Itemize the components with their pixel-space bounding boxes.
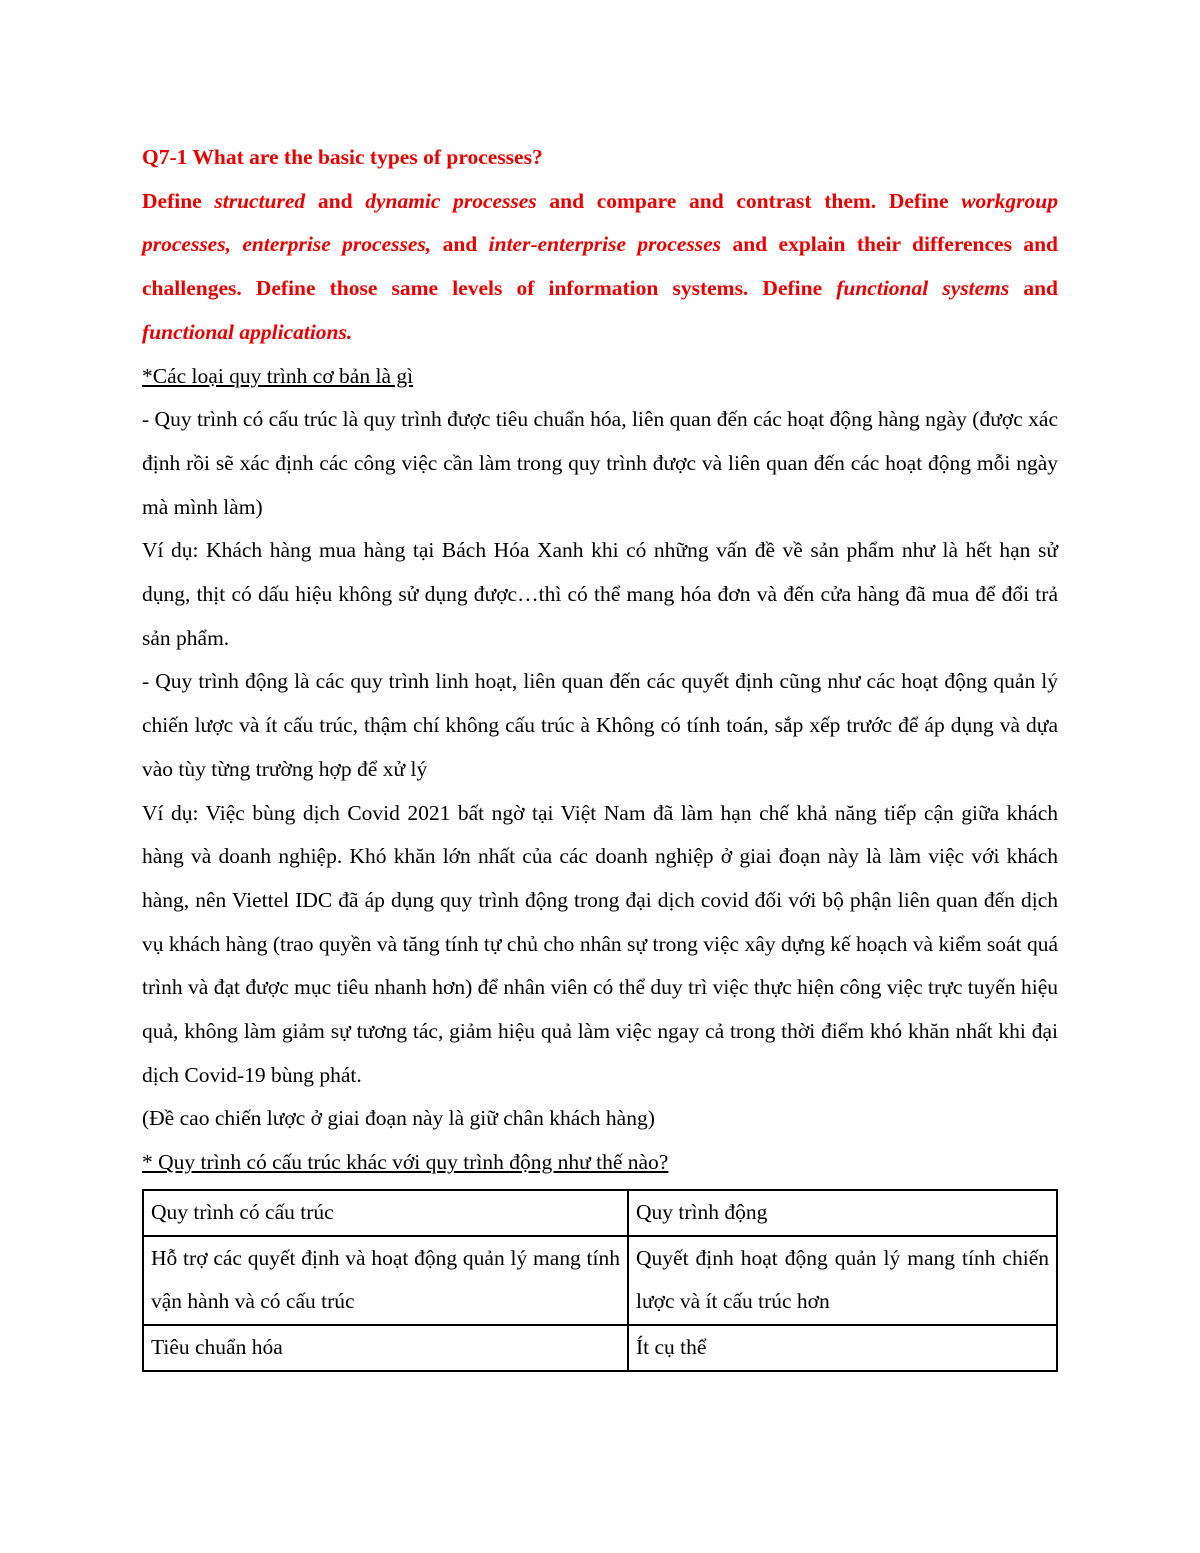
comparison-table xyxy=(142,1189,1058,1372)
section-heading-basic-types: *Các loại quy trình cơ bản là gì xyxy=(142,363,414,388)
paragraph-structured-process: - Quy trình có cấu trúc là quy trình được tiêu chuẩn hóa, liên quan đến các hoạt động hàng ngày (được xác định rồi sẽ xác định các công việc cần làm trong quy trình được và liên quan đến các hoạt động mỗi ngày mà mình làm) xyxy=(142,407,1058,519)
question-text: and compare and contrast them. Define xyxy=(536,188,962,213)
question-text: and xyxy=(305,188,366,213)
question-title: Q7-1 What are the basic types of processes? xyxy=(142,145,543,169)
table-cell: Ít cụ thể xyxy=(628,1325,1057,1371)
question-body xyxy=(142,180,1058,355)
table-row xyxy=(143,1190,1057,1236)
question-term: workgroup processes, enterprise processes, xyxy=(142,188,1059,257)
table-row xyxy=(143,1325,1057,1371)
paragraph-strategy-note: (Đề cao chiến lược ở giai đoạn này là giữ chân khách hàng) xyxy=(142,1106,655,1131)
table-cell: Quyết định hoạt động quản lý mang tính chiến lược và ít cấu trúc hơn xyxy=(628,1236,1057,1325)
question-text: and explain their differences and challenges. Define those same levels of information systems. Define xyxy=(142,232,1059,301)
section-heading-comparison: * Quy trình có cấu trúc khác với quy trình động như thế nào? xyxy=(142,1150,669,1175)
question-text: Define xyxy=(142,188,215,213)
question-text: and xyxy=(431,232,489,257)
paragraph-dynamic-example: Ví dụ: Việc bùng dịch Covid 2021 bất ngờ tại Việt Nam đã làm hạn chế khả năng tiếp cận giữa khách hàng và doanh nghiệp. Khó khăn lớn nhất của các doanh nghiệp ở giai đoạn này là làm việc với khách hàng, nên Viettel IDC đã áp dụng quy trình động trong đại dịch covid đối với bộ phận liên quan đến dịch vụ khách hàng (trao quyền và tăng tính tự chủ cho nhân sự trong việc xây dựng kế hoạch và kiểm soát quá trình và đạt được mục tiêu nhanh hơn) để nhân viên có thể duy trì việc thực hiện công việc trực tuyến hiệu quả, không làm giảm sự tương tác, giảm hiệu quả làm việc ngay cả trong thời điểm khó khăn nhất khi đại dịch Covid-19 bùng phát. xyxy=(142,800,1058,1087)
question-term: structured xyxy=(214,188,306,213)
table-cell: Hỗ trợ các quyết định và hoạt động quản lý mang tính vận hành và có cấu trúc xyxy=(143,1236,628,1325)
table-cell: Tiêu chuẩn hóa xyxy=(143,1325,628,1371)
table-cell: Quy trình có cấu trúc xyxy=(143,1190,628,1236)
question-text: and xyxy=(1009,276,1058,301)
paragraph-dynamic-process: - Quy trình động là các quy trình linh hoạt, liên quan đến các quyết định cũng như các hoạt động quản lý chiến lược và ít cấu trúc, thậm chí không cấu trúc à Không có tính toán, sắp xếp trước để áp dụng và dựa vào tùy từng trường hợp để xử lý xyxy=(142,669,1058,781)
question-term: functional applications. xyxy=(142,319,353,344)
document-content xyxy=(142,136,1058,1372)
paragraph-structured-example: Ví dụ: Khách hàng mua hàng tại Bách Hóa Xanh khi có những vấn đề về sản phẩm như là hết hạn sử dụng, thịt có dấu hiệu không sử dụng được…thì có thể mang hóa đơn và đến cửa hàng đã mua để đổi trả sản phẩm. xyxy=(142,538,1058,650)
table-cell: Quy trình động xyxy=(628,1190,1057,1236)
question-term: functional systems xyxy=(836,276,1010,301)
question-term: inter-enterprise processes xyxy=(488,232,722,257)
table-row xyxy=(143,1236,1057,1325)
question-term: dynamic processes xyxy=(365,188,537,213)
